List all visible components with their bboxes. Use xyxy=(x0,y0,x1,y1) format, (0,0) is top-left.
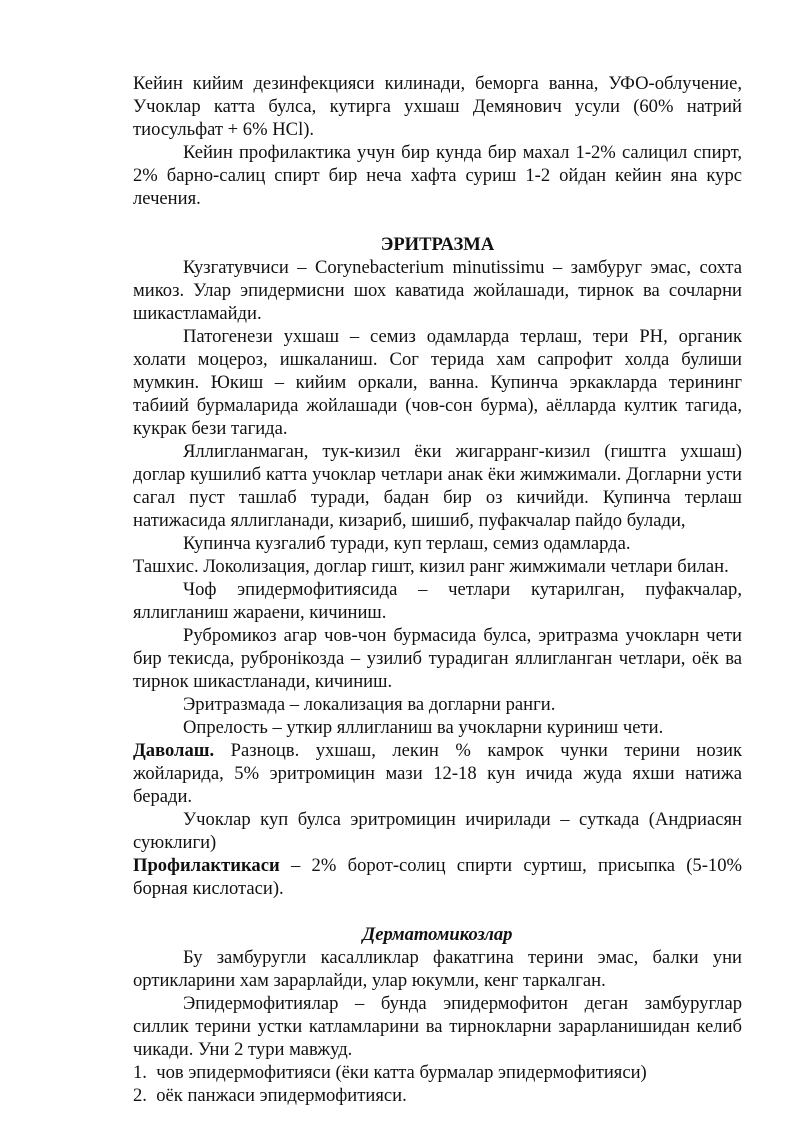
treatment-text: Разноцв. ухшаш, лекин % камрок чунки терини нозик жойларида, 5% эритромицин мази 12-18 кун ичида жуда яхши натижа беради. xyxy=(133,740,742,807)
prophylaxis-text: – 2% борот-солиц спирти суртиш, присыпка (5-10% борная кислотаси). xyxy=(133,855,742,899)
paragraph-4: Патогенези ухшаш – семиз одамларда терлаш, тери PH, органик холати моцероз, ишкаланиш. Сог терида хам сапрофит холда булиши мумкин. Юкиш – кийим оркали, ванна. Купинча эркакларда терининг табиий бурмаларида жойлашади (чов-сон бурма), аёлларда култик тагида, кукрак бези тагида. xyxy=(133,326,742,439)
paragraph-prophylaxis xyxy=(133,854,742,900)
list-item-number: 2. xyxy=(133,1085,147,1106)
paragraph-treatment xyxy=(133,739,742,808)
paragraph-16: Эпидермофитиялар – бунда эпидермофитон деган замбуруглар силлик терини устки катламларини ва тирнокларни зарарланишидан келиб чикади. Уни 2 тури мавжуд. xyxy=(133,993,742,1060)
list-item xyxy=(133,1084,742,1107)
paragraph-7: Ташхис. Локолизация, доглар гишт, кизил ранг жимжимали четлари билан. xyxy=(133,556,729,577)
prophylaxis-label: Профилактикаси xyxy=(133,855,280,876)
paragraph-2: Кейин профилактика учун бир кунда бир махал 1-2% салицил спирт, 2% барно-салиц спирт бир неча хафта суриш 1-2 ойдан кейин яна курс лечения. xyxy=(133,142,742,209)
list-item-text: оёк панжаси эпидермофитияси. xyxy=(156,1085,407,1106)
paragraph-1: Кейин кийим дезинфекцияси килинади, беморга ванна, УФО-облучение, Учоклар катта булса, кутирга ухшаш Демянович усули (60% натрий тиосульфат + 6% HCl). xyxy=(133,73,742,140)
paragraph-15: Бу замбуругли касалликлар факатгина терини эмас, балки уни ортикларини хам зарарлайди, улар юкумли, кенг таркалган. xyxy=(133,947,742,991)
list-item-text: чов эпидермофитияси (ёки катта бурмалар эпидермофитияси) xyxy=(156,1062,647,1083)
list-item xyxy=(133,1061,742,1084)
paragraph-6: Купинча кузгалиб туради, куп терлаш, семиз одамларда. xyxy=(183,533,631,554)
heading-dermatomycoses: Дерматомикозлар xyxy=(362,924,513,945)
paragraph-10: Эритразмада – локализация ва догларни ранги. xyxy=(183,694,556,715)
heading-erythrasma: ЭРИТРАЗМА xyxy=(380,234,495,255)
paragraph-13: Учоклар куп булса эритромицин ичирилади – суткада (Андриасян суюклиги) xyxy=(133,809,742,853)
paragraph-8: Чоф эпидермофитиясида – четлари кутарилган, пуфакчалар, яллигланиш жараени, кичиниш. xyxy=(133,579,742,623)
paragraph-11: Опрелость – уткир яллигланиш ва учокларни куриниш чети. xyxy=(183,717,664,738)
list-item-number: 1. xyxy=(133,1062,147,1083)
paragraph-9: Рубромикоз агар чов-чон бурмасида булса, эритразма учокларн чети бир текисда, рубронікозда – узилиб турадиган яллигланган четлари, оёк ва тирнок шикастланади, кичиниш. xyxy=(133,625,742,692)
treatment-label: Даволаш. xyxy=(133,740,215,761)
paragraph-5: Яллигланмаган, тук-кизил ёки жигарранг-кизил (гиштга ухшаш) доглар кушилиб катта учоклар четлари анак ёки жимжимали. Догларни усти сагал пуст ташлаб туради, бадан бир оз кичийди. Купинча терлаш натижасида яллигланади, кизариб, шишиб, пуфакчалар пайдо булади, xyxy=(133,441,742,531)
paragraph-3: Кузгатувчиси – Corynebacterium minutissimu – замбуруг эмас, сохта микоз. Улар эпидермисни шох каватида жойлашади, тирнок ва сочларни шикастламайди. xyxy=(133,257,742,324)
